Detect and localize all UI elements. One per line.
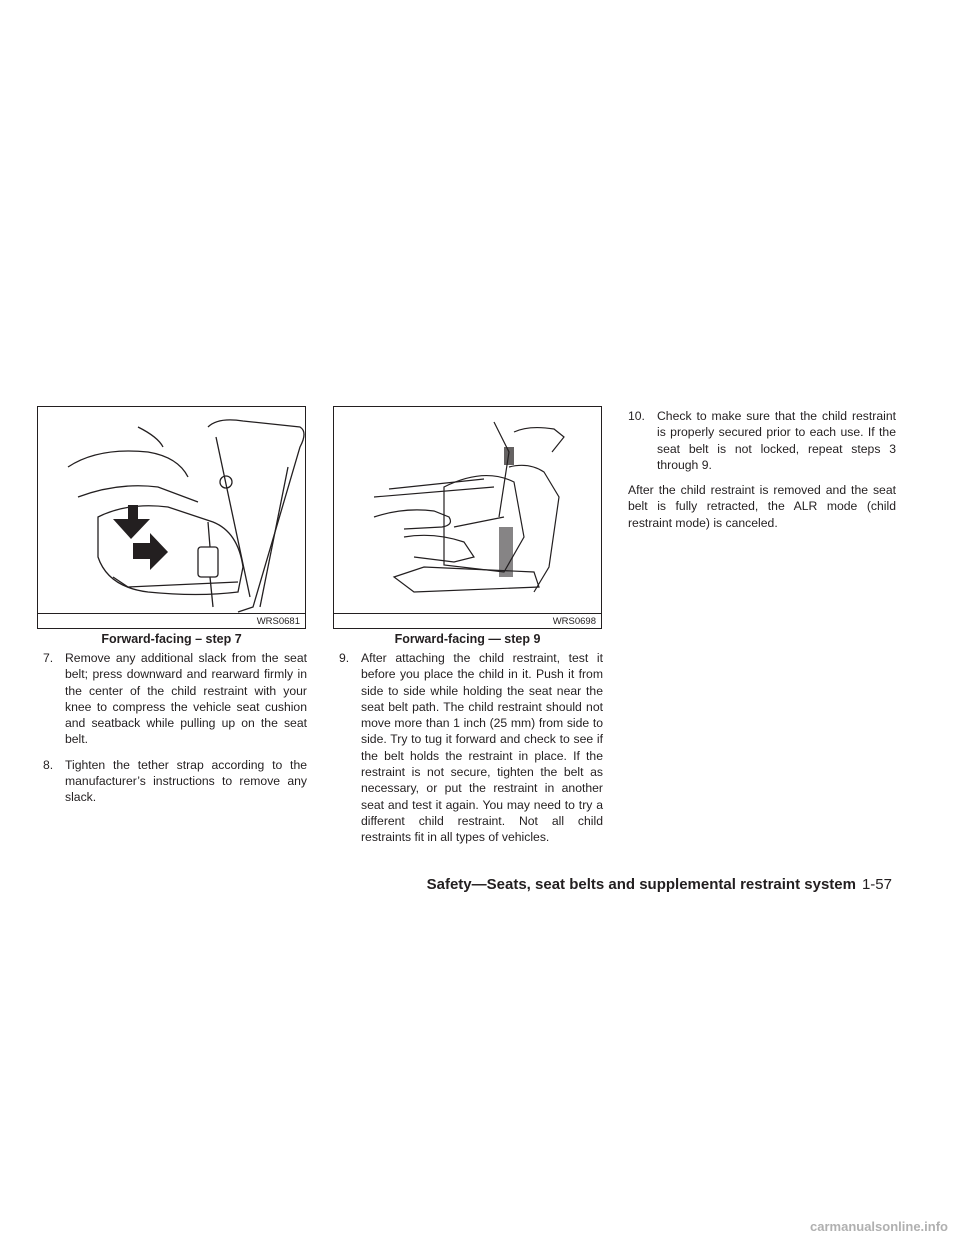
step-text: Check to make sure that the child restraint is properly secured prior to each use. If the seat belt is not locked, repeat steps 3 through 9. xyxy=(657,409,896,472)
step-8 xyxy=(43,757,307,806)
step-number: 10. xyxy=(628,409,645,423)
page-number: 1-57 xyxy=(861,876,892,893)
step-9 xyxy=(339,650,603,846)
alr-note: After the child restraint is removed and the seat belt is fully retracted, the ALR mode (child restraint mode) is canceled. xyxy=(628,483,896,530)
step-10 xyxy=(628,408,896,473)
watermark: carmanualsonline.info xyxy=(810,1219,948,1234)
step-number: 8. xyxy=(43,757,54,772)
figure-id: WRS0698 xyxy=(548,615,601,628)
figure-id: WRS0681 xyxy=(252,615,305,628)
column-left xyxy=(43,650,307,815)
child-seat-side-to-side-test-illustration xyxy=(334,407,601,628)
figure-step-7 xyxy=(37,406,306,629)
column-middle xyxy=(339,650,603,855)
step-text: Tighten the tether strap according to the manufacturer’s instructions to remove any slack. xyxy=(65,757,307,805)
step-text: After attaching the child restraint, test it before you place the child in it. Push it from side to side while holding the seat near the seat belt path. The child restraint should not move more than 1 inch (25 mm) from side to side. Try to tug it forward and check to see if the belt holds the restraint in place. If the restraint is not secure, tighten the belt as necessary, or put the restraint in another seat and test it again. You may need to try a different child restraint. Not all child restraints fit in all types of vehicles. xyxy=(361,651,603,845)
step-text: Remove any additional slack from the seat belt; press downward and rearward firmly in the center of the child restraint with your knee to compress the vehicle seat cushion and seatback while pulling up on the seat belt. xyxy=(65,651,307,747)
figure-caption: Forward-facing – step 7 xyxy=(101,632,242,646)
step-number: 7. xyxy=(43,651,54,665)
figure-caption: Forward-facing — step 9 xyxy=(394,632,541,646)
step-number: 9. xyxy=(339,651,350,665)
column-right xyxy=(628,408,896,531)
figure-step-9 xyxy=(333,406,602,629)
child-seat-knee-press-illustration xyxy=(38,407,305,628)
step-7 xyxy=(43,650,307,748)
section-title: Safety—Seats, seat belts and supplemental restraint system xyxy=(426,876,856,893)
page-footer xyxy=(427,876,892,893)
